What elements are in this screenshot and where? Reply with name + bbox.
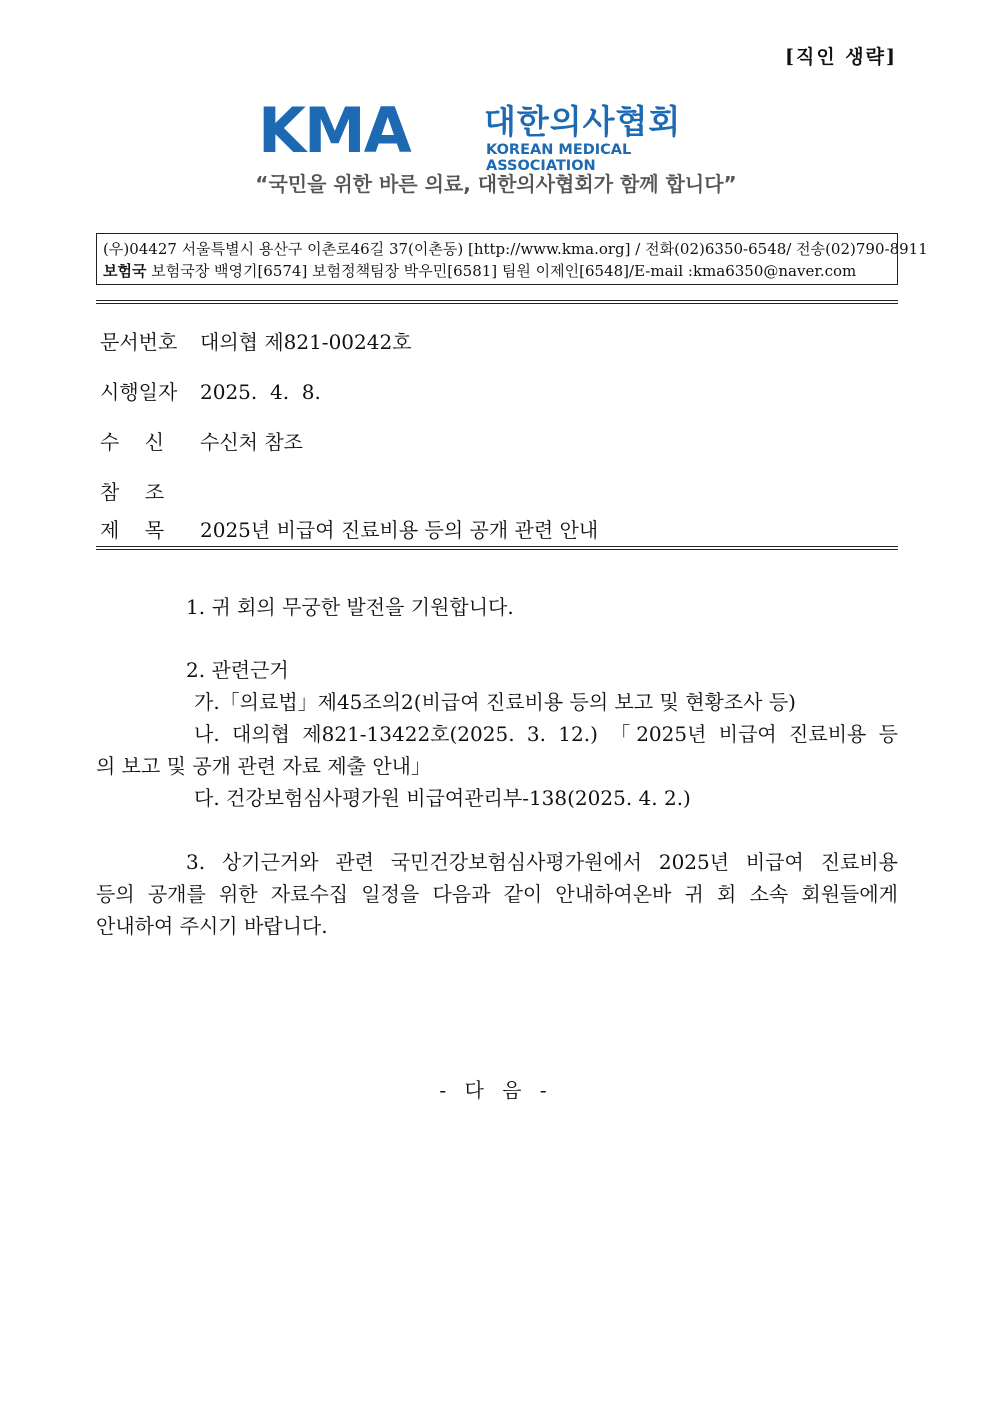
- seal-omitted-note: [직인 생략]: [784, 46, 897, 68]
- recipient-value: 수신처 참조: [200, 430, 303, 454]
- contact-address-line: (우)04427 서울특별시 용산구 이촌로46길 37(이촌동) [http://www.kma.org] / 전화(02)6350-6548/ 전송(02)790-8911: [103, 240, 928, 258]
- contact-box: [96, 233, 928, 285]
- logo-korean-name: 대한의사협회: [484, 102, 682, 141]
- paragraph-2-item-b-line1: 나. 대의협 제821-13422호(2025. 3. 12.) 「2025년 비급여 진료비용 등: [194, 722, 898, 746]
- reference-row: [100, 476, 200, 505]
- recipient-row: [100, 426, 303, 455]
- slogan: “국민을 위한 바른 의료, 대한의사협회가 함께 합니다”: [255, 172, 737, 196]
- date-row: [100, 376, 321, 405]
- date-label: 시행일자: [100, 380, 178, 404]
- paragraph-2-item-c: 다. 건강보험심사평가원 비급여관리부-138(2025. 4. 2.): [194, 786, 691, 810]
- recipient-label: 수 신: [100, 430, 165, 454]
- logo-letters: KMA: [258, 94, 410, 167]
- paragraph-3-line1: 3. 상기근거와 관련 국민건강보험심사평가원에서 2025년 비급여 진료비용: [186, 850, 898, 874]
- paragraph-3-line3: 안내하여 주시기 바랍니다.: [96, 914, 328, 938]
- contact-staff: 보험국장 백영기[6574] 보험정책팀장 박우민[6581] 팀원 이제인[6548]/E-mail :kma6350@naver.com: [146, 262, 857, 280]
- subject-row: [100, 514, 598, 543]
- kma-logo: [258, 94, 738, 174]
- paragraph-2-title: 2. 관련근거: [186, 658, 289, 682]
- paragraph-1: 1. 귀 회의 무궁한 발전을 기원합니다.: [186, 595, 514, 619]
- contact-staff-line: [103, 260, 897, 282]
- logo-english-name: KOREAN MEDICAL ASSOCIATION: [486, 142, 632, 174]
- contact-dept: 보험국: [103, 262, 147, 280]
- paragraph-2-item-b-line2: 의 보고 및 공개 관련 자료 제출 안내」: [96, 754, 431, 778]
- doc-number-value: 대의협 제821-00242호: [200, 330, 412, 354]
- paragraph-3-line2: 등의 공개를 위한 자료수집 일정을 다음과 같이 안내하여온바 귀 회 소속 회원들에게: [96, 882, 898, 906]
- date-value: 2025. 4. 8.: [200, 380, 321, 404]
- doc-number-label: 문서번호: [100, 330, 178, 354]
- header-divider-top: [96, 300, 898, 304]
- header-divider-bottom: [96, 546, 898, 550]
- doc-number-row: [100, 326, 412, 355]
- subject-label: 제 목: [100, 518, 165, 542]
- next-section-heading: - 다 음 -: [439, 1078, 553, 1102]
- subject-value: 2025년 비급여 진료비용 등의 공개 관련 안내: [200, 518, 599, 542]
- paragraph-2-item-a: 가.「의료법」제45조의2(비급여 진료비용 등의 보고 및 현황조사 등): [194, 690, 796, 714]
- reference-label: 참 조: [100, 480, 165, 504]
